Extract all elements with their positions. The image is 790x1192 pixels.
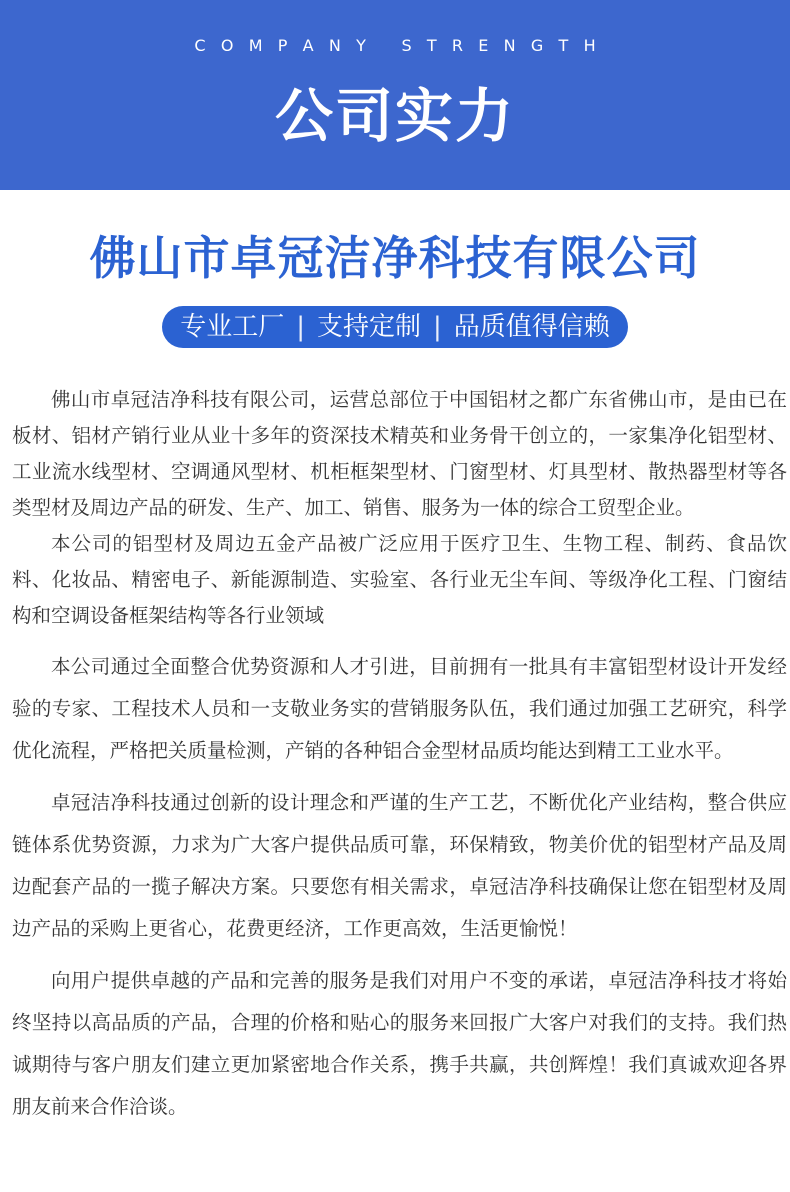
tagline-item-factory: 专业工厂 [180,312,285,342]
paragraph-solutions: 卓冠洁净科技通过创新的设计理念和严谨的生产工艺，不断优化产业结构，整合供应链体系优势资源，力求为广大客户提供品质可靠，环保精致，物美价优的铝型材产品及周边配套产品的一揽子解决方案。只要您有相关需求，卓冠洁净科技确保让您在铝型材及周边产品的采购上更省心，花费更经济，工作更高效，生活更愉悦！ [12,791,787,940]
tagline-separator: | [433,312,442,342]
paragraph-applications: 本公司的铝型材及周边五金产品被广泛应用于医疗卫生、生物工程、制药、食品饮料、化妆品、精密电子、新能源制造、实验室、各行业无尘车间、等级净化工程、门窗结构和空调设备框架结构等各行业领域 [12,532,787,627]
tagline-item-custom: 支持定制 [316,312,421,342]
tagline-wrapper [0,306,790,348]
company-name: 佛山市卓冠洁净科技有限公司 [89,231,701,285]
banner-english-title: C O M P A N Y S T R E N G T H [194,36,596,55]
paragraph-team: 本公司通过全面整合优势资源和人才引进，目前拥有一批具有丰富铝型材设计开发经验的专家、工程技术人员和一支敬业务实的营销服务队伍，我们通过加强工艺研究，科学优化流程，严格把关质量检测，产销的各种铝合金型材品质均能达到精工工业水平。 [12,655,787,762]
tagline-pill [162,306,628,348]
banner-title: 公司实力 [274,82,515,150]
company-description [12,382,787,1128]
tagline-separator: | [296,312,305,342]
paragraph-commitment: 向用户提供卓越的产品和完善的服务是我们对用户不变的承诺，卓冠洁净科技才将始终坚持以高品质的产品，合理的价格和贴心的服务来回报广大客户对我们的支持。我们热诚期待与客户朋友们建立更加紧密地合作关系，携手共赢，共创辉煌！我们真诚欢迎各界朋友前来合作洽谈。 [12,969,787,1118]
header-banner [0,0,790,190]
tagline-item-quality: 品质值得信赖 [453,312,610,342]
paragraph-intro: 佛山市卓冠洁净科技有限公司，运营总部位于中国铝材之都广东省佛山市，是由已在板材、铝材产销行业从业十多年的资深技术精英和业务骨干创立的，一家集净化铝型材、工业流水线型材、空调通风型材、机柜框架型材、门窗型材、灯具型材、散热器型材等各类型材及周边产品的研发、生产、加工、销售、服务为一体的综合工贸型企业。 [12,388,787,519]
